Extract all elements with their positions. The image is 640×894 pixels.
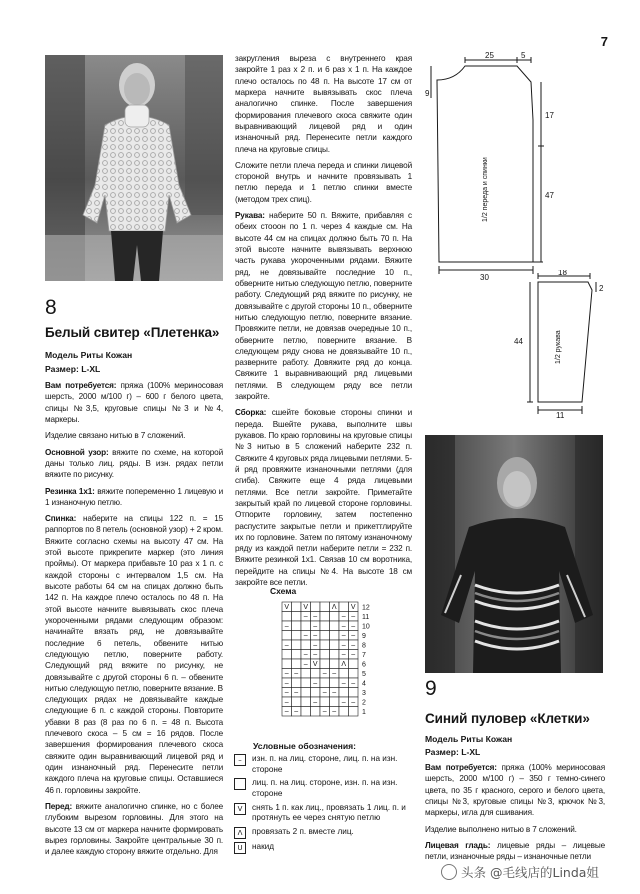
purl-symbol-icon: – [234,754,246,766]
yarn-over-symbol-icon: U [234,842,246,854]
need-label: Вам потребуется: [45,381,117,390]
chart-cell [349,659,359,669]
chart-cell [349,688,359,698]
chart-cell-symbol: – [313,651,318,659]
front-label: Перед: [45,801,73,811]
chart-cell [311,707,321,717]
legend-item [234,803,414,824]
chart-cell [311,669,321,679]
chart-cell [292,631,302,641]
chart-cell [330,678,340,688]
dim-neck-depth: 9 [425,89,430,98]
legend-item [234,778,414,799]
middle-paragraph-1: закругления выреза с внутреннего края закройте 1 раз х 2 п. и 6 раз х 1 п. На каждое плечо осталось по 48 п. На высоте 17 см от маркера начните вывязывать скос плеча аналогично спинке. После завершения формирования плечевого скоса свяжите один выравнивающий лицевой ряд и один изнаночный ряд. Перенесите петли каждого плеча на круговые спицы. [235,54,412,154]
right-column-text [425,762,605,868]
chart-cell [330,631,340,641]
dim-sleeve-cap: 2 [599,284,604,293]
size-value: L-XL [461,747,481,757]
legend-text: провязать 2 п. вместе лиц. [252,826,354,836]
legend-item [234,754,414,775]
chart-cell [292,612,302,622]
legend-item [234,842,414,854]
chart-cell [320,631,330,641]
sleeve-vertical-label: 1/2 рукава [555,330,562,364]
chart-cell [349,669,359,679]
dim-top-width: 25 [485,52,494,60]
legend-text: накид [252,841,275,851]
slip-knit-pass-symbol-icon: V [234,803,246,815]
ribbing-label: Резинка 1х1: [45,486,95,496]
legend-text: снять 1 п. как лиц., провязать 1 лиц. п. и протянуть ее через снятую петлю [252,802,406,823]
left-column-text [45,380,223,863]
chart-row-number: 1 [362,709,366,716]
chart-cell [320,602,330,612]
sleeves-label: Рукава: [235,211,265,221]
watermark-logo-icon [441,864,457,880]
legend-text: лиц. п. на лиц. стороне, изн. п. на изн. стороне [252,778,398,798]
chart-cell-symbol: – [322,670,327,678]
chart-row-number: 10 [362,623,370,631]
chart-cell-symbol: – [332,689,337,697]
chart-cell-symbol: – [303,651,308,659]
stitch-text: лицевые ряды – лицевые петли, изнаночные ряды – изнаночные петли [425,840,606,862]
body-vertical-label: 1/2 переда и спинки [482,157,489,222]
size-value: L-XL [81,364,101,374]
dim-sleeve-bottom: 11 [556,411,565,418]
knit-symbol-icon [234,778,246,790]
chart-cell [320,621,330,631]
right-title: Синий пуловер «Клетки» [425,711,590,726]
chart-cell [320,678,330,688]
assembly-label: Сборка: [235,408,267,418]
chart-cell-symbol: – [332,670,337,678]
sleeve-schematic [510,270,610,418]
chart-cell [320,640,330,650]
chart-row-number: 8 [362,642,366,650]
chart-cell-symbol: – [341,642,346,650]
chart-cell [349,707,359,717]
chart-cell [292,659,302,669]
item-number-8: 8 [45,296,57,319]
chart-cell [292,640,302,650]
chart-cell [339,669,349,679]
chart-cell [301,697,311,707]
chart-cell-symbol: – [351,680,356,688]
back-label: Спинка: [45,514,77,524]
chart-cell [301,678,311,688]
chart-cell-symbol: – [313,613,318,621]
chart-cell-symbol: – [284,642,289,650]
chart-cell [311,688,321,698]
legend-list [234,754,414,857]
chart-cell [301,621,311,631]
chart-cell [282,612,292,622]
chart-cell [320,650,330,660]
dim-armhole: 17 [545,111,554,120]
middle-column-text [235,53,412,593]
chart-cell-symbol: – [341,651,346,659]
chart-cell [330,650,340,660]
photo-blue-pullover [425,435,603,673]
chart-cell-symbol: – [303,661,308,669]
chart-cell-symbol: – [303,632,308,640]
right-model: Модель Риты Кожан [425,734,513,744]
chart-row-number: 7 [362,652,366,659]
dim-bottom-width: 30 [480,273,489,280]
chart-cell-symbol: – [322,708,327,716]
chart-row-number: 3 [362,690,366,697]
front-text: вяжите аналогично спинке, но с более глубоким вырезом горловины. Для этого на высоте 13 см от маркера начните формировать вырез горловины. Закройте центральные 30 п. и далее каждую сторону вяжите отдельно. Для [45,801,224,857]
chart-cell [292,650,302,660]
chart-cell [330,640,340,650]
photo-white-sweater [45,55,223,281]
chart-row-number: 4 [362,680,366,688]
chart-row-number: 5 [362,671,366,678]
middle-paragraph-2: Сложите петли плеча переда и спинки лицевой стороной внутрь и начните провязывать 1 петлю переда и 1 петлю спинки вместе (методом трех спиц). [235,160,412,204]
chart-cell-symbol: – [313,623,318,631]
chart-cell [301,669,311,679]
chart-cell-symbol: – [322,689,327,697]
chart-cell [330,697,340,707]
dim-body-height: 47 [545,191,554,200]
chart-cell-symbol: – [341,613,346,621]
chart-cell [320,659,330,669]
size-label: Размер: [425,747,459,757]
chart-cell-symbol: V [284,604,290,612]
chart-cell-symbol: – [332,708,337,716]
chart-cell-symbol: – [294,708,299,716]
chart-cell [301,688,311,698]
chart-cell-symbol: – [351,613,356,621]
chart-cell-symbol: – [284,623,289,631]
chart-cell-symbol: – [284,670,289,678]
chart-row-number: 2 [362,699,366,707]
chart-cell [320,612,330,622]
legend-text: изн. п. на лиц. стороне, лиц. п. на изн. стороне [252,754,398,774]
size-label: Размер: [45,364,79,374]
chart-grid [282,602,358,716]
knitting-chart [280,598,380,722]
chart-row-number: 11 [362,614,370,621]
chart-cell-symbol: – [351,632,356,640]
page-number: 7 [600,34,608,49]
chart-cell [301,640,311,650]
chart-cell-symbol: – [351,651,356,659]
dim-shoulder: 5 [521,52,526,60]
chart-cell-symbol: – [303,613,308,621]
body-schematic [425,52,595,280]
watermark [438,862,602,882]
chart-cell-symbol: – [313,632,318,640]
chart-cell-symbol: – [294,689,299,697]
chart-cell-symbol: – [284,680,289,688]
legend-item [234,827,414,839]
legend-title: Условные обозначения: [253,741,356,751]
sleeves-text: наберите 50 п. Вяжите, прибавляя с обеих стооон по 1 п. через 4 каждые см. На высоте 44 см на спицах должно быть 70 п. На этой высоте начните вывязывать верхнюю часть рукава укороченными рядами. Вяжите ряд, не довязывайте последние 10 п., обверните нитью следующую петлю, поверните работу. Следующий ряд вяжите по рисунку, не довязывайте с другой стороны 10 п., обверните нитью следующую петлю, поверните вязание. Провяжите петли, не довязав очередные 10 п., обверните петлю, поверните вязание. В следующем ряду снова не довязывайте 10 п., разверните работу. Довяжите ряд до конца. Свяжите 1 выравнивающий ряд лицевыми петлями. В следующем ряду все петли закройте. [235,211,412,402]
chart-cell-symbol: – [341,699,346,707]
chart-cell-symbol: – [294,670,299,678]
chart-cell-symbol: – [351,699,356,707]
chart-cell-symbol: – [284,689,289,697]
chart-cell [292,697,302,707]
right-size [425,747,480,759]
chart-cell-symbol: V [350,604,356,612]
k2tog-symbol-icon: Λ [234,827,246,839]
need-label: Вам потребуется: [425,763,497,772]
stitch-label: Лицевая гладь: [425,840,491,850]
chart-cell [282,659,292,669]
chart-cell [330,659,340,669]
chart-cell [339,707,349,717]
chart-cell [339,688,349,698]
chart-cell [282,631,292,641]
left-note: Изделие связано нитью в 7 сложений. [45,431,186,441]
chart-row-numbers [362,605,370,717]
chart-cell [320,697,330,707]
chart-cell-symbol: V [312,661,318,669]
assembly-text: сшейте боковые стороны спинки и переда. Вшейте рукава, выполните швы рукавов. По краю горловины на круговые спицы №3 нитью в 5 сложений наберите 232 п. Свяжите 4 круговых ряда лицевыми петлями. 5-й ряд провяжите изнаночными петлями (для сгиба). Свяжите еще 4 ряда лицевыми петлями. Все петли закройте. Приметайте закрытый край по лицевой стороне горловины. Отпорите горловину, затем постепенно распустите закрытые петли и прикеттлируйте их по горловине. Затем по пятому изнаночному ряду из каждой петли наберите петли = 232 п. Вяжите резинкой 1х1. Связав 10 см воротника, перейдите на спицы №4. На высоте 18 см закройте все петли. [235,408,412,588]
dim-sleeve-top: 18 [558,270,567,277]
chart-cell-symbol: Λ [341,661,347,669]
chart-row-number: 12 [362,604,370,612]
back-text: наберите на спицы 122 п. = 15 раппортов по 8 петель (основной узор) + 2 кром. Вяжите согласно схемы на высоту 47 см. На этой высоте прикрепите маркер (это линия проймы). От маркера прибавьте 10 раз х 1 п. с каждой стороны с интервалом 1,5 см. На высоте работы 64 см на спицах должно быть 142 п. На каждое плечо осталось по 48 п. На этой высоте начните вывязывать скос плеча укороченными рядами следующим образом: начинайте вязать ряд, не довязывайте последние 6 петель, обвените нитью следующую петлю, поверните работу. Следующий ряд вяжите по рисунку, не довязывайте с другой стороны 6 п. – обвените нитью следующую петлю, поверните вязание. В следующих рядах не довязывайте каждые следующие 6 п. с каждой стороны. Повторите убавки 8 раз (8 раз по 6 п. = 48 п. Высота плечевого скоса – 5 см = 16 рядов. После завершения формирования плечевого скоса свяжите один выравнивающий лицевой ряд и один изнаночный ряд. Перенесите петли каждого плеча на круговые спицы. Оставшиеся 46 п. горловины закройте. [45,514,224,795]
chart-cell-symbol: – [284,699,289,707]
chart-cell-symbol: – [351,642,356,650]
chart-title: Схема [270,586,297,596]
item-number-9: 9 [425,677,437,700]
chart-cell [292,602,302,612]
chart-cell-symbol: – [313,680,318,688]
chart-row-number: 9 [362,633,366,640]
chart-cell [282,650,292,660]
chart-cell [292,678,302,688]
chart-cell-symbol: – [313,699,318,707]
chart-cell [311,602,321,612]
left-size [45,364,100,376]
right-note: Изделие выполнено нитью в 7 сложений. [425,824,577,834]
chart-cell-symbol: – [313,642,318,650]
chart-cell-symbol: – [341,623,346,631]
ribbing-text: вяжите попеременно 1 лицевую и 1 изнаночную петлю. [45,486,223,507]
chart-row-number: 6 [362,661,366,669]
chart-cell [301,707,311,717]
chart-cell-symbol: – [351,623,356,631]
chart-cell-symbol: Λ [331,604,337,612]
chart-cell [330,621,340,631]
watermark-text: 头条 @毛线店的Linda姐 [461,865,599,880]
chart-cell [339,602,349,612]
chart-cell-symbol: – [341,680,346,688]
chart-cell [292,621,302,631]
chart-cell [330,612,340,622]
main-pattern-text: вяжите по схеме, на которой даны только лиц. ряды. В изн. рядах петли вяжите по рисунку. [45,447,223,480]
chart-cell-symbol: – [284,708,289,716]
need-text: пряжа (100% мериносовая шерсть, 2000 м/100 г) – 350 г темно-синего цвета, по 35 г красного, серого и белого цвета, спицы №3, круговые спицы №3, крючок №3, маркеры, игла для сшивания. [425,763,605,818]
main-pattern-label: Основной узор: [45,447,109,457]
chart-cell-symbol: – [341,632,346,640]
chart-cell-symbol: V [303,604,309,612]
left-model: Модель Риты Кожан [45,350,133,360]
dim-sleeve-height: 44 [514,337,523,346]
left-title: Белый свитер «Плетенка» [45,325,220,340]
need-text: пряжа (100% мериносовая шерсть, 2000 м/100 г) – 600 г белого цвета, спицы №3,5, круговые спицы №3 и №4, маркеры. [45,381,223,424]
